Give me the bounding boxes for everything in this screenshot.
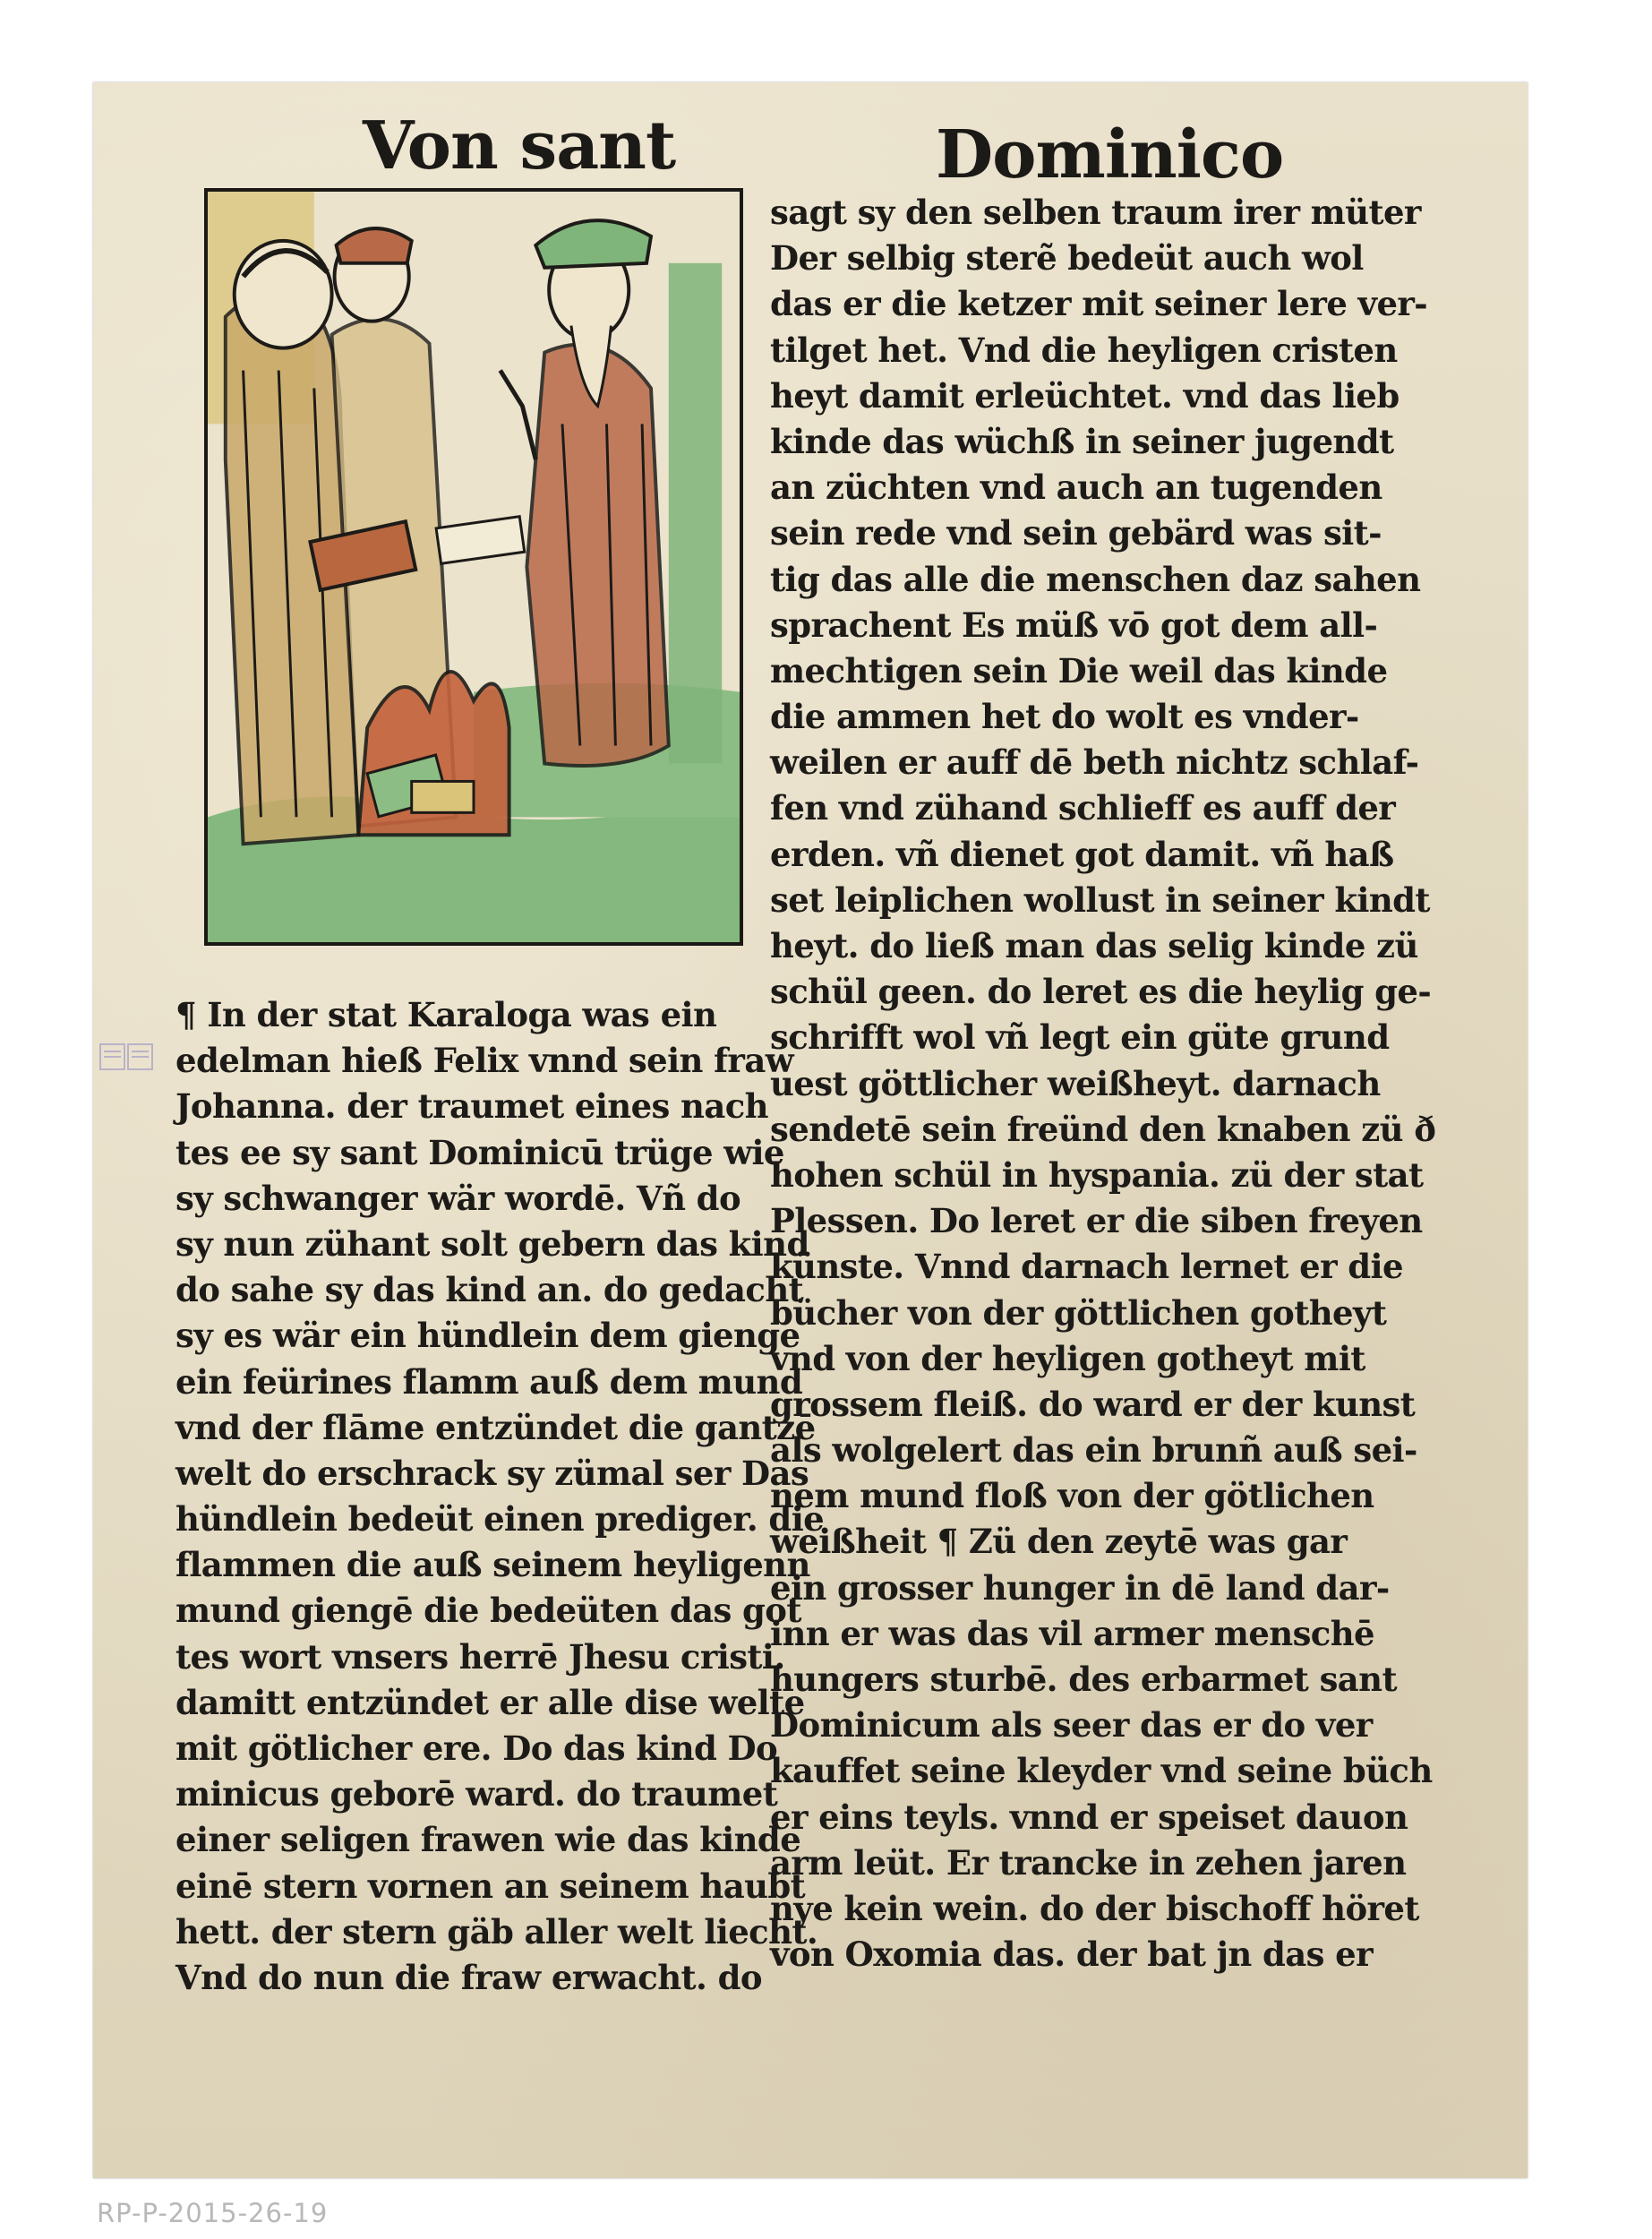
text-line: sagt sy den selben traum irer müter (770, 193, 1421, 232)
text-line: erden. vñ dienet got damit. vñ haß (770, 834, 1394, 874)
text-line: von Oxomia das. der bat jn das er (770, 1934, 1373, 1975)
text-column-right (770, 190, 1436, 1977)
text-line: einē stern vornen an seinem haubt (175, 1866, 806, 1906)
text-line: bücher von der göttlichen gotheyt (770, 1292, 1387, 1333)
text-line: ¶ In der stat Karaloga was ein (175, 995, 717, 1034)
running-head-right: Dominico (936, 116, 1284, 193)
text-line: schül geen. do leret es die heylig ge- (770, 972, 1432, 1012)
text-line: nye kein wein. do der bischoff höret (770, 1888, 1419, 1928)
text-line: flammen die auß seinem heyligenn (175, 1545, 810, 1585)
woodcut-illustration-icon (208, 192, 740, 942)
text-line: grossem fleiß. do ward er der kunst (770, 1384, 1416, 1424)
text-line: mechtigen sein Die weil das kinde (770, 650, 1388, 691)
text-column-left (175, 992, 825, 2001)
text-line: sy schwanger wär wordē. Vñ do (175, 1178, 741, 1218)
text-line: Vnd do nun die fraw erwacht. do (175, 1957, 762, 1997)
text-line: welt do erschrack sy zümal ser Das (175, 1453, 809, 1493)
text-line: mit götlicher ere. Do das kind Do (175, 1729, 778, 1768)
inventory-number: RP-P-2015-26-19 (97, 2198, 329, 2228)
text-line: tes wort vnsers herrē Jhesu cristi. (175, 1636, 785, 1677)
text-line: sprachent Es müß vō got dem all- (770, 605, 1378, 645)
text-line: mund giengē die bedeüten das got (175, 1591, 801, 1631)
woodcut-illustration (204, 188, 743, 946)
text-line: ein grosser hunger in dē land dar- (770, 1567, 1390, 1608)
text-line: heyt. do ließ man das selig kinde zü (770, 926, 1418, 965)
text-line: Johanna. der traumet eines nach (175, 1086, 768, 1127)
text-line: edelman hieß Felix vnnd sein fraw (175, 1041, 793, 1081)
text-line: damitt entzündet er alle dise welte (175, 1682, 805, 1722)
text-line: vnd von der heyligen gotheyt mit (770, 1338, 1365, 1378)
text-line: als wolgelert das ein brunñ auß sei- (770, 1430, 1417, 1471)
text-line: Der selbig sterẽ bedeüt auch wol (770, 238, 1364, 279)
open-book-icon (98, 1041, 154, 1073)
text-line: die ammen het do wolt es vnder- (770, 697, 1359, 737)
text-line: das er die ketzer mit seiner lere ver- (770, 284, 1428, 324)
text-line: do sahe sy das kind an. do gedacht (175, 1270, 804, 1310)
text-line: arm leüt. Er trancke in zehen jaren (770, 1842, 1407, 1883)
text-line: vnd der flāme entzündet die gantzē (175, 1407, 816, 1447)
text-line: sein rede vnd sein gebärd was sit- (770, 513, 1382, 553)
running-head-left: Von sant (363, 107, 676, 184)
text-line: hündlein bedeüt einen prediger. die (175, 1499, 825, 1540)
text-line: sendetē sein freünd den knaben zü ð (770, 1109, 1436, 1149)
text-line: heyt damit erleüchtet. vnd das lieb (770, 375, 1399, 416)
text-line: künste. Vnnd darnach lernet er die (770, 1247, 1403, 1287)
text-line: sy nun zühant solt gebern das kind (175, 1223, 809, 1264)
text-line: tilget het. Vnd die heyligen cristen (770, 330, 1398, 370)
text-line: tes ee sy sant Dominicū trüge wie (175, 1132, 784, 1172)
text-line: tig das alle die menschen daz sahen (770, 559, 1421, 599)
text-line: an züchten vnd auch an tugenden (770, 468, 1382, 508)
text-line: weißheit ¶ Zü den zeytē was gar (770, 1522, 1348, 1562)
text-line: sy es wär ein hündlein dem gienge (175, 1316, 800, 1356)
text-line: kinde das wüchß in seiner jugendt (770, 421, 1394, 461)
text-line: Plessen. Do leret er die siben freyen (770, 1201, 1423, 1241)
text-line: uest göttlicher weißheyt. darnach (770, 1063, 1381, 1103)
text-line: hett. der stern gäb aller welt liecht. (175, 1911, 818, 1952)
text-line: hohen schül in hyspania. zü der stat (770, 1154, 1424, 1195)
text-line: kauffet seine kleyder vnd seine büch (770, 1751, 1433, 1791)
text-line: ein feürines flamm auß dem mund (175, 1361, 803, 1402)
text-line: inn er was das vil armer menschē (770, 1613, 1374, 1653)
text-line: set leiplichen wollust in seiner kindt (770, 879, 1430, 920)
text-line: minicus geborē ward. do traumet (175, 1774, 778, 1814)
text-line: weilen er auff dē beth nichtz schlaf- (770, 742, 1419, 783)
text-line: einer seligen frawen wie das kinde (175, 1820, 801, 1860)
text-line: hungers sturbē. des erbarmet sant (770, 1660, 1397, 1699)
text-line: Dominicum als seer das er do ver (770, 1705, 1373, 1746)
text-line: fen vnd zühand schlieff es auff der (770, 788, 1396, 828)
text-line: schrifft wol vñ legt ein güte grund (770, 1017, 1390, 1058)
text-line: nem mund floß von der götlichen (770, 1476, 1374, 1516)
text-line: er eins teyls. vnnd er speiset dauon (770, 1797, 1408, 1837)
